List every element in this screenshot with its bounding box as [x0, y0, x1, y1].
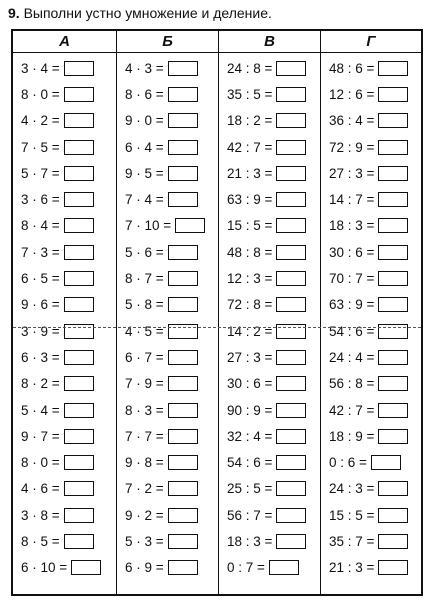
answer-box[interactable]	[64, 403, 94, 418]
exercise-expression: 5 · 8 =	[125, 297, 164, 313]
exercise-row	[321, 265, 421, 291]
exercise-expression: 35 : 5 =	[227, 86, 273, 102]
exercise-row	[117, 371, 218, 397]
exercise-row	[13, 160, 116, 186]
answer-box[interactable]	[64, 455, 94, 470]
exercise-expression: 6 · 10 =	[21, 560, 68, 576]
exercise-row	[321, 371, 421, 397]
answer-box[interactable]	[276, 403, 306, 418]
exercise-row	[117, 476, 218, 502]
exercise-expression: 12 : 3 =	[227, 271, 273, 287]
answer-box[interactable]	[168, 61, 198, 76]
exercise-row	[321, 318, 421, 344]
answer-box[interactable]	[64, 481, 94, 496]
answer-box[interactable]	[276, 429, 306, 444]
exercise-expression: 63 : 9 =	[227, 192, 273, 208]
exercise-expression: 70 : 7 =	[329, 271, 375, 287]
exercise-row	[321, 81, 421, 107]
exercise-expression: 14 : 2 =	[227, 323, 273, 339]
exercise-expression: 48 : 6 =	[329, 60, 375, 76]
answer-box[interactable]	[378, 192, 408, 207]
column-header: В	[219, 31, 320, 53]
exercise-instruction: Выполни устно умножение и деление.	[23, 5, 272, 21]
exercise-expression: 8 · 6 =	[125, 86, 164, 102]
exercise-expression: 15 : 5 =	[227, 218, 273, 234]
exercise-row	[219, 265, 320, 291]
exercise-expression: 6 · 4 =	[125, 139, 164, 155]
exercise-row	[219, 344, 320, 370]
answer-box[interactable]	[168, 403, 198, 418]
answer-box[interactable]	[168, 455, 198, 470]
exercise-row	[13, 265, 116, 291]
exercise-expression: 8 · 0 =	[21, 86, 60, 102]
exercise-row	[13, 449, 116, 475]
answer-box[interactable]	[64, 429, 94, 444]
answer-box[interactable]	[64, 350, 94, 365]
answer-box[interactable]	[64, 376, 94, 391]
exercise-expression: 54 : 6 =	[329, 323, 375, 339]
exercise-row	[13, 318, 116, 344]
answer-box[interactable]	[276, 534, 306, 549]
exercise-expression: 42 : 7 =	[227, 139, 273, 155]
exercise-row	[321, 555, 421, 581]
exercise-expression: 24 : 8 =	[227, 60, 273, 76]
exercise-expression: 9 · 7 =	[21, 428, 60, 444]
exercise-expression: 8 · 5 =	[21, 533, 60, 549]
exercise-expression: 18 : 2 =	[227, 113, 273, 129]
exercise-expression: 9 · 2 =	[125, 507, 164, 523]
answer-box[interactable]	[378, 271, 408, 286]
answer-box[interactable]	[276, 192, 306, 207]
answer-box[interactable]	[378, 113, 408, 128]
answer-box[interactable]	[175, 218, 205, 233]
exercise-row	[13, 397, 116, 423]
answer-box[interactable]	[64, 534, 94, 549]
answer-box[interactable]	[378, 481, 408, 496]
exercise-expression: 7 · 9 =	[125, 376, 164, 392]
exercise-row	[321, 397, 421, 423]
exercise-row	[219, 476, 320, 502]
answer-box[interactable]	[168, 87, 198, 102]
column-rows	[219, 55, 320, 581]
exercise-expression: 24 : 4 =	[329, 349, 375, 365]
exercise-expression: 6 · 5 =	[21, 271, 60, 287]
column-v	[218, 31, 320, 594]
exercise-row	[117, 239, 218, 265]
answer-box[interactable]	[168, 245, 198, 260]
exercise-expression: 3 · 8 =	[21, 507, 60, 523]
exercise-row	[321, 160, 421, 186]
answer-box[interactable]	[64, 324, 94, 339]
exercise-row	[117, 265, 218, 291]
answer-box[interactable]	[168, 508, 198, 523]
answer-box[interactable]	[64, 113, 94, 128]
answer-box[interactable]	[64, 140, 94, 155]
exercise-row	[321, 449, 421, 475]
exercise-row	[117, 423, 218, 449]
exercise-row	[117, 292, 218, 318]
answer-box[interactable]	[276, 455, 306, 470]
answer-box[interactable]	[168, 560, 198, 575]
exercise-row	[321, 55, 421, 81]
exercise-row	[219, 502, 320, 528]
exercise-expression: 42 : 7 =	[329, 402, 375, 418]
column-rows	[321, 55, 421, 581]
exercise-row	[117, 528, 218, 554]
exercise-expression: 48 : 8 =	[227, 244, 273, 260]
answer-box[interactable]	[276, 376, 306, 391]
exercise-expression: 9 · 8 =	[125, 455, 164, 471]
exercise-expression: 6 · 7 =	[125, 349, 164, 365]
exercise-row	[13, 55, 116, 81]
exercise-row	[321, 134, 421, 160]
exercise-expression: 8 · 7 =	[125, 271, 164, 287]
exercise-number: 9.	[8, 5, 20, 21]
exercise-expression: 3 · 9 =	[21, 323, 60, 339]
exercise-expression: 9 · 0 =	[125, 113, 164, 129]
answer-box[interactable]	[378, 245, 408, 260]
exercise-expression: 63 : 9 =	[329, 297, 375, 313]
exercise-row	[219, 81, 320, 107]
exercise-row	[219, 55, 320, 81]
answer-box[interactable]	[64, 271, 94, 286]
exercise-row	[117, 318, 218, 344]
answer-box[interactable]	[168, 271, 198, 286]
answer-box[interactable]	[168, 113, 198, 128]
exercise-expression: 8 · 4 =	[21, 218, 60, 234]
answer-box[interactable]	[276, 61, 306, 76]
exercise-expression: 56 : 8 =	[329, 376, 375, 392]
exercise-expression: 3 · 6 =	[21, 192, 60, 208]
exercise-expression: 7 · 5 =	[21, 139, 60, 155]
exercise-row	[219, 160, 320, 186]
answer-box[interactable]	[168, 376, 198, 391]
exercise-row	[219, 239, 320, 265]
exercise-row	[13, 555, 116, 581]
answer-box[interactable]	[276, 324, 306, 339]
exercise-expression: 7 · 2 =	[125, 481, 164, 497]
answer-box[interactable]	[64, 192, 94, 207]
answer-box[interactable]	[64, 218, 94, 233]
exercise-expression: 7 · 4 =	[125, 192, 164, 208]
exercise-row	[219, 397, 320, 423]
exercise-expression: 54 : 6 =	[227, 455, 273, 471]
exercise-expression: 25 : 5 =	[227, 481, 273, 497]
answer-box[interactable]	[64, 245, 94, 260]
exercise-row	[117, 108, 218, 134]
exercise-expression: 0 : 7 =	[227, 560, 265, 576]
answer-box[interactable]	[168, 481, 198, 496]
exercise-expression: 18 : 9 =	[329, 428, 375, 444]
section-divider	[13, 327, 421, 328]
exercise-row	[117, 502, 218, 528]
answer-box[interactable]	[378, 508, 408, 523]
exercise-row	[219, 318, 320, 344]
answer-box[interactable]	[269, 560, 299, 575]
answer-box[interactable]	[378, 324, 408, 339]
answer-box[interactable]	[276, 113, 306, 128]
exercise-row	[13, 476, 116, 502]
exercise-row	[219, 213, 320, 239]
exercise-expression: 90 : 9 =	[227, 402, 273, 418]
exercise-row	[117, 213, 218, 239]
exercise-expression: 5 · 6 =	[125, 244, 164, 260]
exercise-row	[13, 134, 116, 160]
exercise-expression: 32 : 4 =	[227, 428, 273, 444]
exercise-row	[219, 423, 320, 449]
exercise-expression: 30 : 6 =	[329, 244, 375, 260]
column-b	[116, 31, 218, 594]
exercise-expression: 8 · 2 =	[21, 376, 60, 392]
answer-box[interactable]	[276, 508, 306, 523]
exercise-row	[13, 344, 116, 370]
answer-box[interactable]	[276, 297, 306, 312]
exercise-expression: 36 : 4 =	[329, 113, 375, 129]
answer-box[interactable]	[378, 350, 408, 365]
answer-box[interactable]	[168, 166, 198, 181]
exercise-expression: 7 · 7 =	[125, 428, 164, 444]
exercise-row	[219, 449, 320, 475]
exercise-expression: 8 · 3 =	[125, 402, 164, 418]
exercise-expression: 24 : 3 =	[329, 481, 375, 497]
answer-box[interactable]	[168, 350, 198, 365]
exercise-row	[219, 371, 320, 397]
exercise-row	[13, 108, 116, 134]
exercise-expression: 6 · 9 =	[125, 560, 164, 576]
answer-box[interactable]	[276, 140, 306, 155]
exercise-expression: 6 · 3 =	[21, 349, 60, 365]
answer-box[interactable]	[378, 534, 408, 549]
answer-box[interactable]	[378, 61, 408, 76]
exercise-row	[321, 476, 421, 502]
column-rows	[117, 55, 218, 581]
answer-box[interactable]	[168, 534, 198, 549]
exercise-expression: 21 : 3 =	[329, 560, 375, 576]
exercise-title	[8, 5, 272, 21]
exercise-row	[321, 186, 421, 212]
exercise-row	[13, 213, 116, 239]
answer-box[interactable]	[378, 429, 408, 444]
answer-box[interactable]	[64, 297, 94, 312]
exercise-row	[321, 502, 421, 528]
column-g	[320, 31, 421, 594]
exercise-expression: 4 · 2 =	[21, 113, 60, 129]
exercise-row	[219, 134, 320, 160]
answer-box[interactable]	[71, 560, 101, 575]
answer-box[interactable]	[378, 403, 408, 418]
exercise-expression: 5 · 3 =	[125, 533, 164, 549]
exercise-expression: 21 : 3 =	[227, 165, 273, 181]
exercise-row	[321, 108, 421, 134]
exercise-expression: 7 · 3 =	[21, 244, 60, 260]
exercise-row	[219, 555, 320, 581]
exercise-row	[321, 292, 421, 318]
exercise-row	[13, 81, 116, 107]
exercise-expression: 8 · 0 =	[21, 455, 60, 471]
exercise-expression: 56 : 7 =	[227, 507, 273, 523]
exercise-expression: 7 · 10 =	[125, 218, 172, 234]
exercise-row	[219, 186, 320, 212]
exercise-expression: 4 · 6 =	[21, 481, 60, 497]
exercise-row	[219, 292, 320, 318]
answer-box[interactable]	[64, 61, 94, 76]
exercise-expression: 14 : 7 =	[329, 192, 375, 208]
exercise-row	[219, 528, 320, 554]
exercise-expression: 9 · 5 =	[125, 165, 164, 181]
column-rows	[13, 55, 116, 581]
answer-box[interactable]	[276, 87, 306, 102]
exercise-row	[219, 108, 320, 134]
exercise-expression: 27 : 3 =	[329, 165, 375, 181]
answer-box[interactable]	[378, 140, 408, 155]
exercise-expression: 15 : 5 =	[329, 507, 375, 523]
exercise-row	[13, 502, 116, 528]
answer-box[interactable]	[64, 508, 94, 523]
exercise-row	[321, 213, 421, 239]
exercise-row	[117, 55, 218, 81]
answer-box[interactable]	[276, 166, 306, 181]
exercise-row	[13, 528, 116, 554]
answer-box[interactable]	[276, 218, 306, 233]
exercise-expression: 72 : 8 =	[227, 297, 273, 313]
exercise-expression: 5 · 7 =	[21, 165, 60, 181]
answer-box[interactable]	[168, 324, 198, 339]
exercise-row	[13, 186, 116, 212]
answer-box[interactable]	[64, 166, 94, 181]
exercise-expression: 4 · 3 =	[125, 60, 164, 76]
answer-box[interactable]	[371, 455, 401, 470]
exercise-row	[117, 344, 218, 370]
answer-box[interactable]	[276, 481, 306, 496]
exercise-expression: 9 · 6 =	[21, 297, 60, 313]
column-a	[13, 31, 116, 594]
exercise-expression: 4 · 5 =	[125, 323, 164, 339]
answer-box[interactable]	[378, 218, 408, 233]
exercise-row	[117, 449, 218, 475]
exercise-row	[13, 292, 116, 318]
answer-box[interactable]	[276, 271, 306, 286]
exercise-row	[13, 371, 116, 397]
answer-box[interactable]	[168, 297, 198, 312]
answer-box[interactable]	[64, 87, 94, 102]
exercise-table	[11, 29, 423, 596]
exercise-row	[13, 239, 116, 265]
exercise-row	[321, 528, 421, 554]
answer-box[interactable]	[276, 350, 306, 365]
exercise-row	[117, 555, 218, 581]
exercise-expression: 72 : 9 =	[329, 139, 375, 155]
exercise-expression: 30 : 6 =	[227, 376, 273, 392]
exercise-expression: 18 : 3 =	[329, 218, 375, 234]
column-header: Г	[321, 31, 421, 53]
exercise-row	[13, 423, 116, 449]
answer-box[interactable]	[168, 192, 198, 207]
exercise-row	[117, 81, 218, 107]
answer-box[interactable]	[168, 140, 198, 155]
exercise-expression: 0 : 6 =	[329, 455, 367, 471]
column-header: Б	[117, 31, 218, 53]
answer-box[interactable]	[378, 297, 408, 312]
exercise-expression: 35 : 7 =	[329, 533, 375, 549]
exercise-expression: 27 : 3 =	[227, 349, 273, 365]
exercise-expression: 12 : 6 =	[329, 86, 375, 102]
exercise-expression: 18 : 3 =	[227, 533, 273, 549]
exercise-expression: 3 · 4 =	[21, 60, 60, 76]
answer-box[interactable]	[276, 245, 306, 260]
exercise-row	[117, 186, 218, 212]
answer-box[interactable]	[378, 560, 408, 575]
exercise-row	[321, 423, 421, 449]
answer-box[interactable]	[168, 429, 198, 444]
answer-box[interactable]	[378, 87, 408, 102]
exercise-row	[117, 160, 218, 186]
exercise-row	[117, 397, 218, 423]
column-header: А	[13, 31, 116, 53]
exercise-expression: 5 · 4 =	[21, 402, 60, 418]
exercise-row	[321, 239, 421, 265]
exercise-row	[117, 134, 218, 160]
answer-box[interactable]	[378, 376, 408, 391]
answer-box[interactable]	[378, 166, 408, 181]
exercise-row	[321, 344, 421, 370]
